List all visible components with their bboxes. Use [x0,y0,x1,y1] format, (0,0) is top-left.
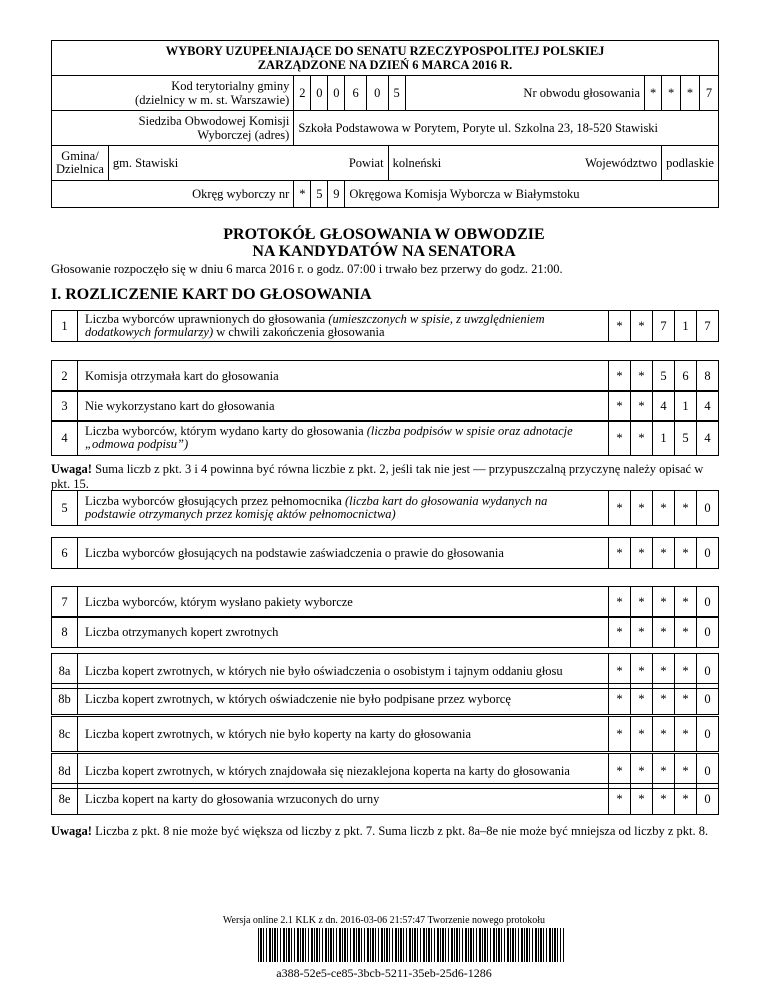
row-digit: * [653,617,675,648]
kod-digit: 6 [345,76,367,111]
row-digit: 1 [675,311,697,342]
row-digit: 0 [697,717,719,752]
row-label-text: Liczba wyborców uprawnionych do głosowania [85,312,329,326]
row-digit: * [609,617,631,648]
row-digit: * [609,684,631,715]
okreg-label: Okręg wyborczy nr [52,181,294,208]
row-label-text: Liczba kopert zwrotnych, w których nie było koperty na karty do głosowania [85,726,471,741]
row-digit: 5 [675,421,697,456]
nr-obwodu-digit: * [662,76,681,111]
row-label-italic: (umieszczonych w spisie, z uwzględnieniem dodatkowych formularzy) [85,312,545,339]
row-number: 7 [52,587,78,618]
row-label [78,538,609,569]
count-row [51,310,719,342]
row-digit: * [609,311,631,342]
row-digit: 0 [697,617,719,648]
row-digit: * [609,754,631,789]
kod-label-line2: (dzielnicy w m. st. Warszawie) [135,93,290,107]
row-digit: 4 [653,391,675,422]
row-digit: * [631,717,653,752]
row-digit: 0 [697,754,719,789]
kod-digit: 5 [388,76,405,111]
row-label [78,684,609,715]
row-label-text: Liczba wyborców, którym wydano karty do głosowania [85,424,367,438]
wojewodztwo-value: podlaskie [662,146,719,181]
row-label [78,311,609,342]
count-row [51,390,719,422]
row-digit: * [675,784,697,815]
row-label [78,361,609,392]
row-digit: * [675,587,697,618]
kod-digit: 0 [366,76,388,111]
kod-label-line1: Kod terytorialny gminy [171,79,290,93]
row-label-text: Liczba kopert zwrotnych, w których znajdowała się niezaklejona koperta na karty do głosowania [85,763,570,778]
note2 [51,824,719,839]
gmina-value: gm. Stawiski [108,146,344,181]
row-digit: 0 [697,684,719,715]
row-number: 4 [52,421,78,456]
footer-version: Wersja online 2.1 KLK z dn. 2016-03-06 21:57:47 Tworzenie nowego protokołu [222,915,546,926]
okreg-digit: * [294,181,311,208]
row-label [78,491,609,526]
gmina-label-line2: Dzielnica [56,162,104,176]
row-number: 1 [52,311,78,342]
row-digit: * [631,684,653,715]
row-digit: * [631,784,653,815]
row-digit: * [631,491,653,526]
row-number: 8d [52,754,78,789]
note2-text: Liczba z pkt. 8 nie może być większa od liczby z pkt. 7. Suma liczb z pkt. 8a–8e nie może być mniejsza od liczby z pkt. 8. [91,824,709,838]
row-digit: * [609,784,631,815]
siedziba-label [52,111,294,146]
row-digit: 1 [653,421,675,456]
row-digit: * [609,491,631,526]
siedziba-label-line1: Siedziba Obwodowej Komisji [138,114,290,128]
row-digit: * [653,587,675,618]
row-digit: * [609,587,631,618]
count-row [51,783,719,815]
row-digit: * [653,491,675,526]
row-digit: 8 [697,361,719,392]
row-label [78,717,609,752]
note1 [51,462,719,492]
protocol-intro: Głosowanie rozpoczęło się w dniu 6 marca 2016 r. o godz. 07:00 i trwało bez przerwy do godz. 21:00. [51,262,563,276]
row-digit: * [631,587,653,618]
row-digit: * [609,421,631,456]
okreg-digit: 5 [311,181,328,208]
row-digit: * [675,491,697,526]
okreg-digit: 9 [328,181,345,208]
row-number: 8 [52,617,78,648]
powiat-label: Powiat [345,146,388,181]
row-digit: 7 [653,311,675,342]
row-label [78,617,609,648]
kod-digit: 0 [311,76,328,111]
count-row [51,683,719,715]
header-title-line2: ZARZĄDZONE NA DZIEŃ 6 MARCA 2016 R. [257,58,513,72]
note1-label: Uwaga! [51,462,92,476]
count-row [51,616,719,648]
siedziba-value: Szkoła Podstawowa w Porytem, Poryte ul. Szkolna 23, 18-520 Stawiski [294,111,719,146]
row-digit: * [675,654,697,689]
row-digit: * [609,717,631,752]
row-digit: 0 [697,538,719,569]
header-table [51,40,719,208]
count-row [51,586,719,618]
row-digit: 0 [697,491,719,526]
row-digit: 4 [697,421,719,456]
row-digit: * [631,361,653,392]
row-label-text: Liczba kopert zwrotnych, w których oświadczenie nie było podpisane przez wyborcę [85,691,511,706]
row-digit: * [653,717,675,752]
okreg-value: Okręgowa Komisja Wyborcza w Białymstoku [345,181,719,208]
nr-obwodu-digit: 7 [700,76,719,111]
row-label-italic: (liczba kart do głosowania wydanych na podstawie otrzymanych przez komisję aktów pełnomocnictwa) [85,494,548,521]
row-number: 3 [52,391,78,422]
row-digit: 0 [697,654,719,689]
row-digit: * [631,421,653,456]
row-digit: * [675,538,697,569]
row-label-text: Liczba otrzymanych kopert zwrotnych [85,624,279,639]
row-number: 8b [52,684,78,715]
row-label-text2: w chwili zakończenia głosowania [213,325,385,339]
count-row [51,360,719,392]
nr-obwodu-digit: * [681,76,700,111]
row-digit: * [653,538,675,569]
section1-heading: I. ROZLICZENIE KART DO GŁOSOWANIA [51,286,372,303]
row-digit: * [675,754,697,789]
row-digit: 6 [675,361,697,392]
nr-obwodu-label: Nr obwodu głosowania [405,76,645,111]
row-digit: * [631,391,653,422]
row-label-text: Liczba wyborców głosujących przez pełnomocnika [85,494,345,508]
count-row [51,490,719,526]
row-number: 8c [52,717,78,752]
count-row [51,420,719,456]
row-digit: * [675,617,697,648]
row-digit: * [631,617,653,648]
row-label-text: Liczba wyborców, którym wysłano pakiety wyborcze [85,594,353,609]
kod-digit: 0 [328,76,345,111]
row-number: 2 [52,361,78,392]
row-digit: * [675,684,697,715]
siedziba-label-line2: Wyborczej (adres) [197,128,290,142]
row-label [78,784,609,815]
protocol-title-line2: NA KANDYDATÓW NA SENATORA [252,243,516,260]
row-label-italic: (liczba podpisów w spisie oraz adnotacje „odmowa podpisu”) [85,424,573,451]
row-label-text: Liczba kopert zwrotnych, w których nie było oświadczenia o osobistym i tajnym oddaniu głosu [85,663,563,678]
barcode [258,928,564,962]
wojewodztwo-label: Województwo [498,146,662,181]
row-label [78,587,609,618]
kod-digit: 2 [294,76,311,111]
count-row [51,537,719,569]
count-row [51,716,719,752]
gmina-label-line1: Gmina/ [61,149,99,163]
header-title [52,41,719,76]
protocol-title-line1: PROTOKÓŁ GŁOSOWANIA W OBWODZIE [223,226,545,243]
row-label [78,391,609,422]
row-label-text: Liczba wyborców głosujących na podstawie zaświadczenia o prawie do głosowania [85,545,504,560]
row-digit: 5 [653,361,675,392]
row-digit: 0 [697,587,719,618]
row-digit: * [631,754,653,789]
header-title-line1: WYBORY UZUPEŁNIAJĄCE DO SENATU RZECZYPOSPOLITEJ POLSKIEJ [165,44,605,58]
gmina-label [52,146,109,181]
footer-code: a388-52e5-ce85-3bcb-5211-35eb-25d6-1286 [276,966,492,980]
row-digit: * [675,717,697,752]
row-number: 8e [52,784,78,815]
row-digit: * [631,538,653,569]
note1-text: Suma liczb z pkt. 3 i 4 powinna być równa liczbie z pkt. 2, jeśli tak nie jest — przypuszczalną przyczynę należy opisać w pkt. 15. [51,462,704,491]
powiat-value: kolneński [388,146,498,181]
row-digit: * [609,391,631,422]
row-digit: 4 [697,391,719,422]
row-digit: * [653,754,675,789]
row-digit: * [609,361,631,392]
kod-label [52,76,294,111]
row-digit: 1 [675,391,697,422]
row-digit: 7 [697,311,719,342]
row-digit: * [631,311,653,342]
row-label-text: Komisja otrzymała kart do głosowania [85,368,279,383]
row-label-text: Nie wykorzystano kart do głosowania [85,398,275,413]
row-digit: * [609,538,631,569]
row-digit: * [653,784,675,815]
row-label [78,421,609,456]
note2-label: Uwaga! [51,824,92,838]
row-digit: 0 [697,784,719,815]
row-digit: * [609,654,631,689]
row-number: 6 [52,538,78,569]
row-digit: * [631,654,653,689]
row-number: 8a [52,654,78,689]
nr-obwodu-digit: * [645,76,662,111]
row-digit: * [653,684,675,715]
row-number: 5 [52,491,78,526]
row-digit: * [653,654,675,689]
row-label-text: Liczba kopert na karty do głosowania wrzuconych do urny [85,791,380,806]
